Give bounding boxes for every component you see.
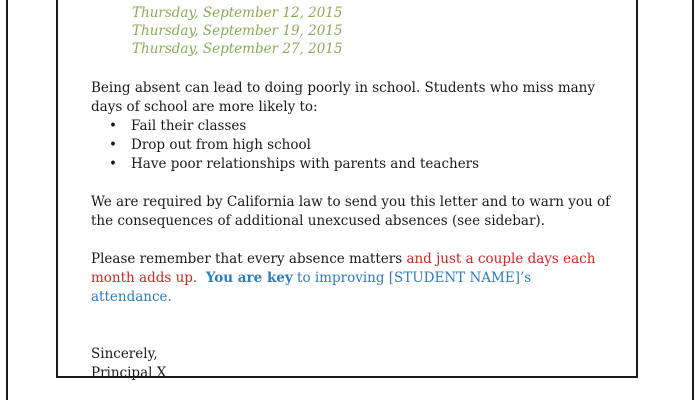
reminder-emphasis-blue: to improving [STUDENT NAME]’s (292, 270, 532, 286)
closing-salutation: Sincerely, (91, 346, 158, 362)
reminder-emphasis-red: and just a couple days each (406, 251, 596, 267)
paragraph-line: We are required by California law to send you this letter and to warn you of (91, 194, 611, 210)
page-left-border (6, 0, 8, 400)
reminder-emphasis-red: month adds up. (91, 270, 198, 286)
paragraph-reminder (91, 250, 631, 307)
consequence-item: • Drop out from high school (131, 136, 631, 155)
closing-signer: Principal X (91, 365, 167, 381)
absence-date: Thursday, September 12, 2015 (132, 5, 343, 21)
consequence-item: • Have poor relationships with parents and teachers (131, 155, 631, 174)
absence-date: Thursday, September 19, 2015 (132, 23, 343, 39)
letter-body (91, 79, 631, 383)
consequence-item: • Fail their classes (131, 117, 631, 136)
page-right-border (692, 0, 694, 400)
paragraph-legal-notice (91, 193, 631, 231)
consequence-list (91, 117, 631, 174)
reminder-emphasis-blue: attendance. (91, 289, 172, 305)
absence-date-list (132, 4, 342, 58)
reminder-text: Please remember that every absence matters (91, 251, 407, 267)
letter-closing (91, 345, 631, 383)
paragraph-line: Being absent can lead to doing poorly in school. Students who miss many (91, 80, 595, 96)
paragraph-line: days of school are more likely to: (91, 99, 318, 115)
absence-date: Thursday, September 27, 2015 (132, 41, 343, 57)
paragraph-consequences (91, 79, 631, 117)
reminder-emphasis-bold-blue: You are key (205, 270, 293, 286)
paragraph-line: the consequences of additional unexcused absences (see sidebar). (91, 213, 545, 229)
